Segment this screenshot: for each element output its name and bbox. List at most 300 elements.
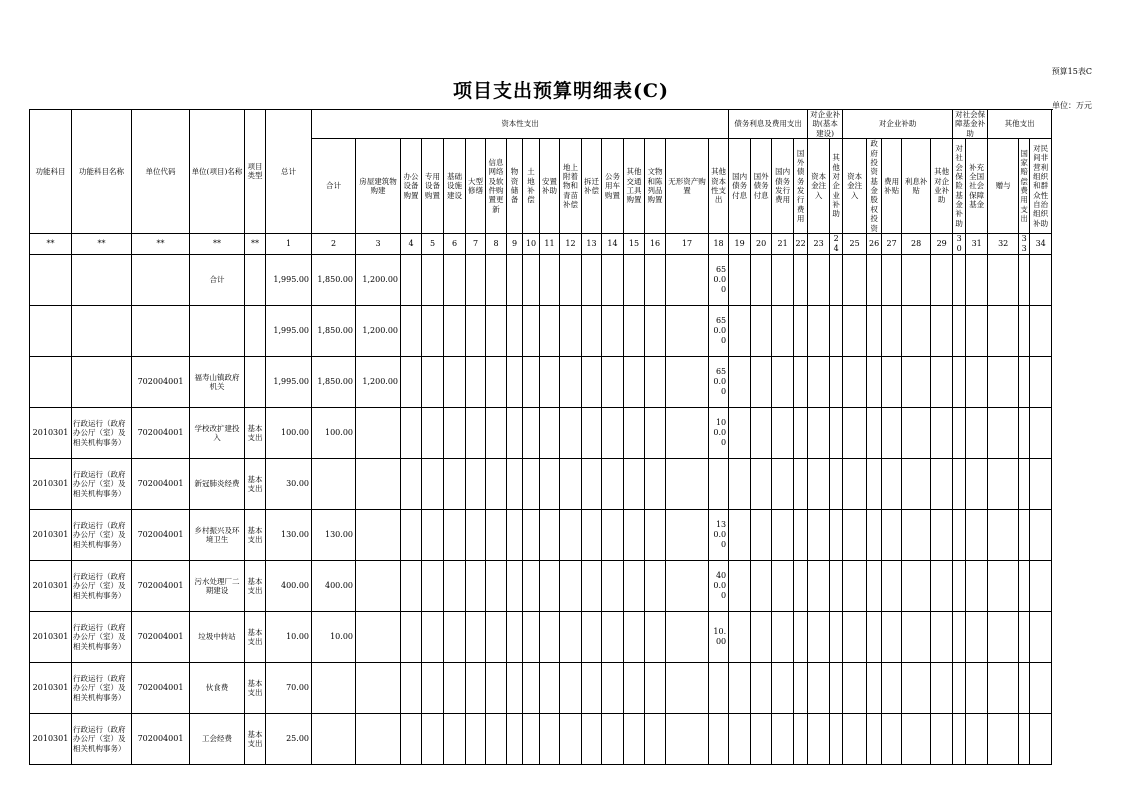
cell-empty (645, 662, 666, 713)
cell-capital-sum (312, 662, 356, 713)
cell-capital-sum (312, 713, 356, 764)
index-cell: 15 (624, 233, 645, 254)
cell-func-code (30, 356, 72, 407)
cell-capital-sum (312, 458, 356, 509)
cell-empty (560, 662, 582, 713)
cell-other-capital: 650.00 (709, 356, 729, 407)
cell-empty (422, 713, 444, 764)
cell-other-capital (709, 713, 729, 764)
cell-empty (486, 662, 507, 713)
cell-empty (560, 560, 582, 611)
cell-empty (523, 305, 540, 356)
cell-empty (602, 611, 624, 662)
cell-empty (808, 611, 830, 662)
cell-project-type (245, 305, 266, 356)
cell-empty (444, 560, 466, 611)
cell-empty (966, 305, 988, 356)
cell-total: 100.00 (266, 407, 312, 458)
cell-empty (843, 305, 867, 356)
cell-empty (523, 560, 540, 611)
cell-empty (486, 458, 507, 509)
cell-func-code: 2010301 (30, 560, 72, 611)
cell-empty (1019, 458, 1030, 509)
cell-empty (931, 254, 953, 305)
cell-empty (794, 254, 808, 305)
cell-empty (953, 356, 966, 407)
cell-empty (772, 305, 794, 356)
cell-unit-name: 伙食费 (190, 662, 245, 713)
cell-empty (466, 611, 486, 662)
cell-empty (902, 356, 931, 407)
cell-empty (966, 407, 988, 458)
cell-empty (931, 407, 953, 458)
cell-project-type: 基本支出 (245, 458, 266, 509)
cell-empty (794, 611, 808, 662)
cell-empty (808, 713, 830, 764)
cell-empty (751, 254, 772, 305)
cell-empty (867, 305, 882, 356)
cell-empty (794, 509, 808, 560)
cell-empty (645, 611, 666, 662)
cell-other-capital: 400.00 (709, 560, 729, 611)
cell-empty (988, 356, 1019, 407)
index-cell: 18 (709, 233, 729, 254)
cell-empty (808, 662, 830, 713)
cell-empty (507, 356, 523, 407)
cell-empty (772, 254, 794, 305)
cell-empty (867, 713, 882, 764)
cell-empty (843, 356, 867, 407)
cell-func-code: 2010301 (30, 611, 72, 662)
cell-empty (808, 458, 830, 509)
cell-building (356, 713, 401, 764)
cell-empty (808, 407, 830, 458)
index-cell: 34 (1030, 233, 1052, 254)
header-unit-name: 单位(项目)名称 (190, 110, 245, 234)
cell-empty (582, 560, 602, 611)
header-subcolumn: 国内债务付息 (729, 139, 751, 234)
cell-building: 1,200.00 (356, 254, 401, 305)
cell-empty (582, 356, 602, 407)
header-subcolumn: 办公设备购置 (401, 139, 422, 234)
cell-empty (931, 611, 953, 662)
cell-empty (507, 509, 523, 560)
cell-empty (422, 305, 444, 356)
cell-total: 10.00 (266, 611, 312, 662)
cell-empty (902, 662, 931, 713)
cell-empty (507, 713, 523, 764)
cell-empty (486, 305, 507, 356)
cell-other-capital (709, 662, 729, 713)
cell-empty (560, 305, 582, 356)
cell-empty (772, 611, 794, 662)
cell-project-type: 基本支出 (245, 407, 266, 458)
cell-empty (772, 458, 794, 509)
header-group-capital: 资本性支出 (312, 110, 729, 139)
cell-empty (751, 458, 772, 509)
cell-empty (843, 713, 867, 764)
cell-empty (988, 407, 1019, 458)
cell-project-type: 基本支出 (245, 611, 266, 662)
cell-empty (666, 560, 709, 611)
cell-empty (988, 560, 1019, 611)
cell-empty (1030, 509, 1052, 560)
cell-empty (645, 458, 666, 509)
cell-empty (902, 407, 931, 458)
cell-empty (966, 662, 988, 713)
cell-empty (422, 611, 444, 662)
cell-building (356, 662, 401, 713)
header-unit-code: 单位代码 (132, 110, 190, 234)
cell-func-name: 行政运行（政府办公厅（室）及相关机构事务） (72, 611, 132, 662)
cell-empty (507, 458, 523, 509)
cell-empty (582, 254, 602, 305)
header-subcolumn: 物资储备 (507, 139, 523, 234)
index-cell: 14 (602, 233, 624, 254)
cell-empty (751, 305, 772, 356)
cell-total: 1,995.00 (266, 254, 312, 305)
cell-empty (882, 611, 902, 662)
cell-empty (1030, 611, 1052, 662)
index-cell: 25 (843, 233, 867, 254)
cell-empty (902, 305, 931, 356)
cell-empty (444, 458, 466, 509)
cell-func-name: 行政运行（政府办公厅（室）及相关机构事务） (72, 407, 132, 458)
cell-empty (422, 458, 444, 509)
cell-empty (540, 305, 560, 356)
header-subcolumn: 补充全国社会保障基金 (966, 139, 988, 234)
cell-empty (444, 662, 466, 713)
cell-empty (931, 509, 953, 560)
cell-empty (772, 356, 794, 407)
cell-other-capital: 130.00 (709, 509, 729, 560)
cell-empty (602, 407, 624, 458)
cell-unit-code: 702004001 (132, 356, 190, 407)
cell-empty (988, 509, 1019, 560)
cell-empty (624, 458, 645, 509)
header-project-type: 项目类型 (245, 110, 266, 234)
cell-empty (401, 458, 422, 509)
cell-empty (666, 662, 709, 713)
cell-empty (1030, 662, 1052, 713)
cell-empty (953, 458, 966, 509)
cell-empty (422, 356, 444, 407)
cell-empty (830, 662, 843, 713)
cell-empty (582, 458, 602, 509)
cell-empty (444, 407, 466, 458)
cell-empty (931, 458, 953, 509)
cell-empty (1019, 509, 1030, 560)
index-cell: 1 (266, 233, 312, 254)
header-subcolumn: 专用设备购置 (422, 139, 444, 234)
cell-empty (1030, 305, 1052, 356)
index-cell: 29 (931, 233, 953, 254)
index-cell: 31 (966, 233, 988, 254)
cell-empty (444, 356, 466, 407)
cell-unit-name: 垃圾中转站 (190, 611, 245, 662)
index-cell: 27 (882, 233, 902, 254)
cell-empty (751, 611, 772, 662)
cell-empty (729, 305, 751, 356)
cell-empty (751, 407, 772, 458)
cell-empty (988, 713, 1019, 764)
header-subcolumn: 无形资产购置 (666, 139, 709, 234)
header-subcolumn: 其他交通工具购置 (624, 139, 645, 234)
cell-total: 130.00 (266, 509, 312, 560)
header-subcolumn: 信息网络及软件购置更新 (486, 139, 507, 234)
cell-empty (645, 254, 666, 305)
cell-empty (1019, 560, 1030, 611)
cell-total: 25.00 (266, 713, 312, 764)
cell-empty (602, 560, 624, 611)
cell-project-type: 基本支出 (245, 560, 266, 611)
cell-empty (966, 458, 988, 509)
cell-empty (751, 662, 772, 713)
cell-empty (523, 509, 540, 560)
cell-empty (882, 254, 902, 305)
cell-empty (466, 662, 486, 713)
cell-building (356, 458, 401, 509)
cell-func-code (30, 305, 72, 356)
cell-empty (560, 509, 582, 560)
cell-empty (540, 407, 560, 458)
cell-building (356, 611, 401, 662)
cell-unit-code (132, 305, 190, 356)
cell-empty (794, 713, 808, 764)
cell-empty (882, 407, 902, 458)
cell-empty (966, 611, 988, 662)
cell-empty (466, 356, 486, 407)
cell-empty (830, 356, 843, 407)
header-subcolumn: 国外债务发行费用 (794, 139, 808, 234)
cell-empty (966, 509, 988, 560)
cell-empty (867, 509, 882, 560)
cell-building (356, 509, 401, 560)
cell-empty (882, 662, 902, 713)
index-cell: 26 (867, 233, 882, 254)
index-cell: 32 (988, 233, 1019, 254)
cell-empty (645, 713, 666, 764)
cell-empty (560, 356, 582, 407)
cell-empty (466, 458, 486, 509)
cell-empty (966, 560, 988, 611)
cell-project-type: 基本支出 (245, 713, 266, 764)
cell-empty (444, 305, 466, 356)
cell-empty (582, 305, 602, 356)
cell-empty (466, 509, 486, 560)
cell-func-name: 行政运行（政府办公厅（室）及相关机构事务） (72, 560, 132, 611)
cell-empty (1019, 713, 1030, 764)
cell-unit-name: 新冠肺炎经费 (190, 458, 245, 509)
header-subcolumn: 其他对企业补助 (830, 139, 843, 234)
cell-func-name (72, 356, 132, 407)
header-subcolumn: 安置补助 (540, 139, 560, 234)
cell-empty (582, 662, 602, 713)
header-subcolumn: 资本金注入 (843, 139, 867, 234)
cell-empty (507, 254, 523, 305)
cell-empty (931, 560, 953, 611)
cell-empty (772, 407, 794, 458)
cell-empty (1019, 611, 1030, 662)
cell-empty (830, 407, 843, 458)
cell-empty (882, 305, 902, 356)
cell-empty (830, 458, 843, 509)
cell-empty (953, 713, 966, 764)
cell-func-code: 2010301 (30, 713, 72, 764)
cell-empty (794, 458, 808, 509)
header-group-social-security: 对社会保障基金补助 (953, 110, 988, 139)
cell-total: 1,995.00 (266, 305, 312, 356)
cell-empty (794, 356, 808, 407)
cell-empty (466, 254, 486, 305)
cell-unit-code: 702004001 (132, 713, 190, 764)
cell-empty (988, 458, 1019, 509)
cell-empty (666, 611, 709, 662)
cell-unit-code (132, 254, 190, 305)
cell-empty (830, 713, 843, 764)
index-cell: 16 (645, 233, 666, 254)
cell-empty (1030, 356, 1052, 407)
cell-empty (966, 254, 988, 305)
cell-empty (486, 611, 507, 662)
cell-empty (582, 509, 602, 560)
cell-empty (666, 713, 709, 764)
cell-empty (751, 509, 772, 560)
cell-empty (523, 254, 540, 305)
cell-empty (560, 611, 582, 662)
cell-empty (729, 458, 751, 509)
cell-empty (830, 611, 843, 662)
header-subcolumn: 利息补贴 (902, 139, 931, 234)
header-subcolumn: 赠与 (988, 139, 1019, 234)
cell-empty (830, 254, 843, 305)
cell-empty (401, 611, 422, 662)
cell-empty (540, 254, 560, 305)
cell-empty (624, 356, 645, 407)
cell-empty (1019, 305, 1030, 356)
cell-empty (486, 356, 507, 407)
cell-empty (988, 254, 1019, 305)
cell-empty (602, 356, 624, 407)
header-subcolumn: 其他对企业补助 (931, 139, 953, 234)
cell-empty (902, 254, 931, 305)
cell-empty (540, 356, 560, 407)
cell-unit-name (190, 305, 245, 356)
cell-empty (772, 662, 794, 713)
cell-empty (931, 662, 953, 713)
cell-capital-sum: 10.00 (312, 611, 356, 662)
cell-empty (808, 305, 830, 356)
cell-empty (624, 560, 645, 611)
cell-project-type (245, 356, 266, 407)
header-subcolumn: 费用补贴 (882, 139, 902, 234)
header-subcolumn: 房屋建筑物购建 (356, 139, 401, 234)
header-subcolumn: 基础设施建设 (444, 139, 466, 234)
cell-empty (902, 509, 931, 560)
index-cell: 24 (830, 233, 843, 254)
cell-empty (444, 509, 466, 560)
cell-empty (1019, 356, 1030, 407)
cell-empty (1030, 254, 1052, 305)
index-cell: 2 (312, 233, 356, 254)
cell-other-capital (709, 458, 729, 509)
header-subcolumn: 地上附着物和青苗补偿 (560, 139, 582, 234)
index-cell: 21 (772, 233, 794, 254)
header-func-name: 功能科目名称 (72, 110, 132, 234)
cell-empty (507, 407, 523, 458)
cell-empty (560, 407, 582, 458)
cell-empty (843, 407, 867, 458)
header-subcolumn: 合计 (312, 139, 356, 234)
cell-func-code: 2010301 (30, 407, 72, 458)
cell-empty (751, 560, 772, 611)
cell-empty (602, 254, 624, 305)
cell-empty (1019, 254, 1030, 305)
cell-capital-sum: 400.00 (312, 560, 356, 611)
cell-empty (582, 713, 602, 764)
cell-empty (486, 560, 507, 611)
cell-empty (624, 407, 645, 458)
cell-empty (1030, 560, 1052, 611)
cell-empty (729, 611, 751, 662)
cell-empty (486, 254, 507, 305)
header-subcolumn: 政府投资基金股权投资 (867, 139, 882, 234)
cell-empty (523, 458, 540, 509)
cell-unit-code: 702004001 (132, 560, 190, 611)
index-cell: 17 (666, 233, 709, 254)
header-subcolumn: 国家赔偿费用支出 (1019, 139, 1030, 234)
cell-empty (540, 458, 560, 509)
cell-empty (666, 458, 709, 509)
cell-empty (645, 509, 666, 560)
cell-empty (808, 509, 830, 560)
cell-unit-code: 702004001 (132, 509, 190, 560)
cell-empty (560, 458, 582, 509)
header-subcolumn: 国内债务发行费用 (772, 139, 794, 234)
index-cell: 33 (1019, 233, 1030, 254)
header-subcolumn: 大型修缮 (466, 139, 486, 234)
cell-other-capital: 650.00 (709, 305, 729, 356)
cell-empty (794, 407, 808, 458)
cell-capital-sum: 130.00 (312, 509, 356, 560)
cell-empty (624, 611, 645, 662)
cell-total: 30.00 (266, 458, 312, 509)
index-cell: ** (245, 233, 266, 254)
header-group-other: 其他支出 (988, 110, 1052, 139)
cell-empty (867, 407, 882, 458)
index-cell: 11 (540, 233, 560, 254)
index-cell: 23 (808, 233, 830, 254)
index-cell: 7 (466, 233, 486, 254)
cell-empty (931, 713, 953, 764)
cell-unit-code: 702004001 (132, 407, 190, 458)
header-group-debt: 债务利息及费用支出 (729, 110, 808, 139)
cell-empty (953, 560, 966, 611)
cell-empty (602, 662, 624, 713)
index-cell: 20 (751, 233, 772, 254)
cell-empty (401, 713, 422, 764)
cell-empty (953, 611, 966, 662)
cell-empty (953, 509, 966, 560)
cell-empty (582, 407, 602, 458)
cell-empty (794, 662, 808, 713)
cell-empty (666, 305, 709, 356)
cell-empty (867, 560, 882, 611)
cell-unit-name: 工会经费 (190, 713, 245, 764)
header-subcolumn: 资本金注入 (808, 139, 830, 234)
index-cell: 12 (560, 233, 582, 254)
cell-empty (624, 713, 645, 764)
